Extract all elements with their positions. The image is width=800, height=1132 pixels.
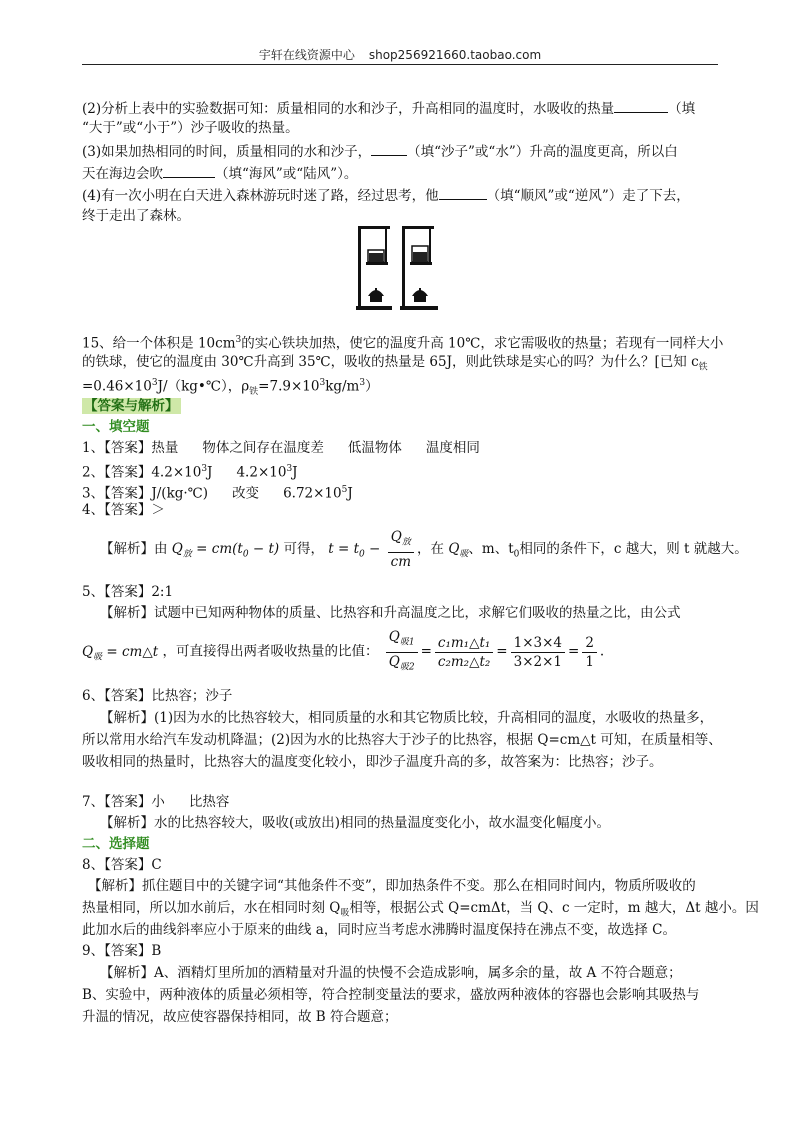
answer-1: 1、【答案】热量 物体之间存在温度差 低温物体 温度相同 (82, 440, 480, 456)
answer-9-explanation-3: 升温的情况，故应使容器保持相同，故 B 符合题意； (82, 1009, 398, 1025)
header-site: 宇轩在线资源中心 (258, 48, 355, 62)
page-header (82, 46, 718, 63)
answer-9-explanation-1: 【解析】A、酒精灯里所加的酒精量对升温的快慢不会造成影响，属多余的量，故 A 不符合题意； (100, 965, 682, 981)
answer-3: 3、【答案】J/(kg·℃) 改变 $6.72\times 10^5J$ (82, 485, 353, 502)
answer-9: 9、【答案】B (82, 943, 162, 959)
q14-p2-line1: (2)分析上表中的实验数据可知：质量相同的水和沙子，升高相同的温度时，水吸收的热量 （填 (82, 98, 695, 119)
header-rule (82, 64, 718, 65)
answers-title: 【答案与解析】 (84, 398, 179, 414)
answer-6-explanation-2: 所以常用水给汽车发动机降温；(2)因为水的比热容大于沙子的比热容，根据 Q=cm△t 可知，在质量相等、 (82, 732, 722, 748)
answer-9-explanation-2: B、实验中，两种液体的质量必须相等，符合控制变量法的要求，盛放两种液体的容器也会影响其吸热与 (82, 987, 700, 1003)
q14-p3-line1: (3)如果加热相同的时间，质量相同的水和沙子， （填“沙子”或“水”）升高的温度更高，所以白 (82, 141, 678, 162)
apparatus-figure-icon (352, 222, 442, 312)
answer-8-explanation-1: 【解析】抓住题目中的关键字词“其他条件不变”，即加热条件不变。那么在相同时间内，物质所吸收的 (88, 878, 696, 894)
q15-line1: 15、给一个体积是 $10cm^3$的实心铁块加热，使它的温度升高 10℃，求它需吸收的热量；若现有一同样大小 (82, 335, 724, 352)
q14-p4-line1: (4)有一次小明在白天进入森林游玩时迷了路，经过思考，他 （填“顺风”或“逆风”）走了下去， (82, 185, 690, 206)
q14-p4-line2: 终于走出了森林。 (82, 208, 190, 224)
answer-8-explanation-2: 热量相同，所以加水前后，水在相同时刻 $Q_吸$相等，根据公式 Q=cmΔt，当 Q、c 一定时，m 越大，Δt 越小。因 (82, 900, 759, 919)
q15-line3: $=0.46\times 10^3J/(kg•℃)$，$\rho_铁=7.9\times 10^3kg/m^3$） (82, 378, 379, 398)
section-2-title: 二、选择题 (82, 836, 150, 852)
q15-line2: 的铁球，使它的温度由 30℃升高到 35℃，吸收的热量是 65J，则此铁球是实心的吗？为什么？[已知 $c_铁$ (82, 354, 708, 373)
section-1-title: 一、填空题 (82, 419, 150, 435)
answer-7: 7、【答案】小 比热容 (82, 794, 230, 810)
answer-5: 5、【答案】2:1 (82, 584, 174, 600)
answer-7-explanation: 【解析】水的比热容较大，吸收(或放出)相同的热量温度变化小，故水温变化幅度小。 (100, 815, 611, 831)
answer-4: 4、【答案】＞ (82, 502, 165, 518)
answer-6-explanation-1: 【解析】(1)因为水的比热容较大，相同质量的水和其它物质比较，升高相同的温度，水吸收的热量多， (100, 710, 714, 726)
answer-2: 2、【答案】$4.2\times 10^3J$ $4.2\times 10^3J$ (82, 464, 298, 481)
q14-p3-line2: 天在海边会吹 （填“海风”或“陆风”）。 (82, 163, 357, 184)
answer-6-explanation-3: 吸收相同的热量时，比热容大的温度变化较小，即沙子温度升高的多，故答案为：比热容；沙子。 (82, 754, 663, 770)
answer-8: 8、【答案】C (82, 857, 162, 873)
answer-4-explanation: 【解析】由 $Q_放 = cm(t_0 - t)$ 可得， $t = t_0$ − $\frac{Q_放}{cm}$ ，在 $Q_吸$、m、$t_0$相同的条件下，c 越大，则 t 就越大。 (100, 529, 748, 570)
answer-8-explanation-3: 此加水后的曲线斜率应小于原来的曲线 a，同时应当考虑水沸腾时温度保持在沸点不变，故选择 C。 (82, 922, 676, 938)
answer-5-explanation-1: 【解析】试题中已知两种物体的质量、比热容和升高温度之比，求解它们吸收的热量之比，由公式 (100, 605, 681, 621)
answer-5-explanation-2: $Q_吸$ = cm△t ，可直接得出两者吸收热量的比值： $\frac{Q_{吸1}}{Q_{吸2}}$ = $\frac{\text{c₁m₁△t₁}}{\text{c₂m₂△t₂}}$ = $\frac{1\times 3\times 4}{3\times 2\times 1}$ = $\frac{2}{1}$ . (82, 629, 605, 673)
header-shop: shop256921660.taobao.com (368, 48, 542, 62)
q14-p2-line2: “大于”或“小于”）沙子吸收的热量。 (82, 120, 299, 136)
answer-6: 6、【答案】比热容；沙子 (82, 688, 233, 704)
